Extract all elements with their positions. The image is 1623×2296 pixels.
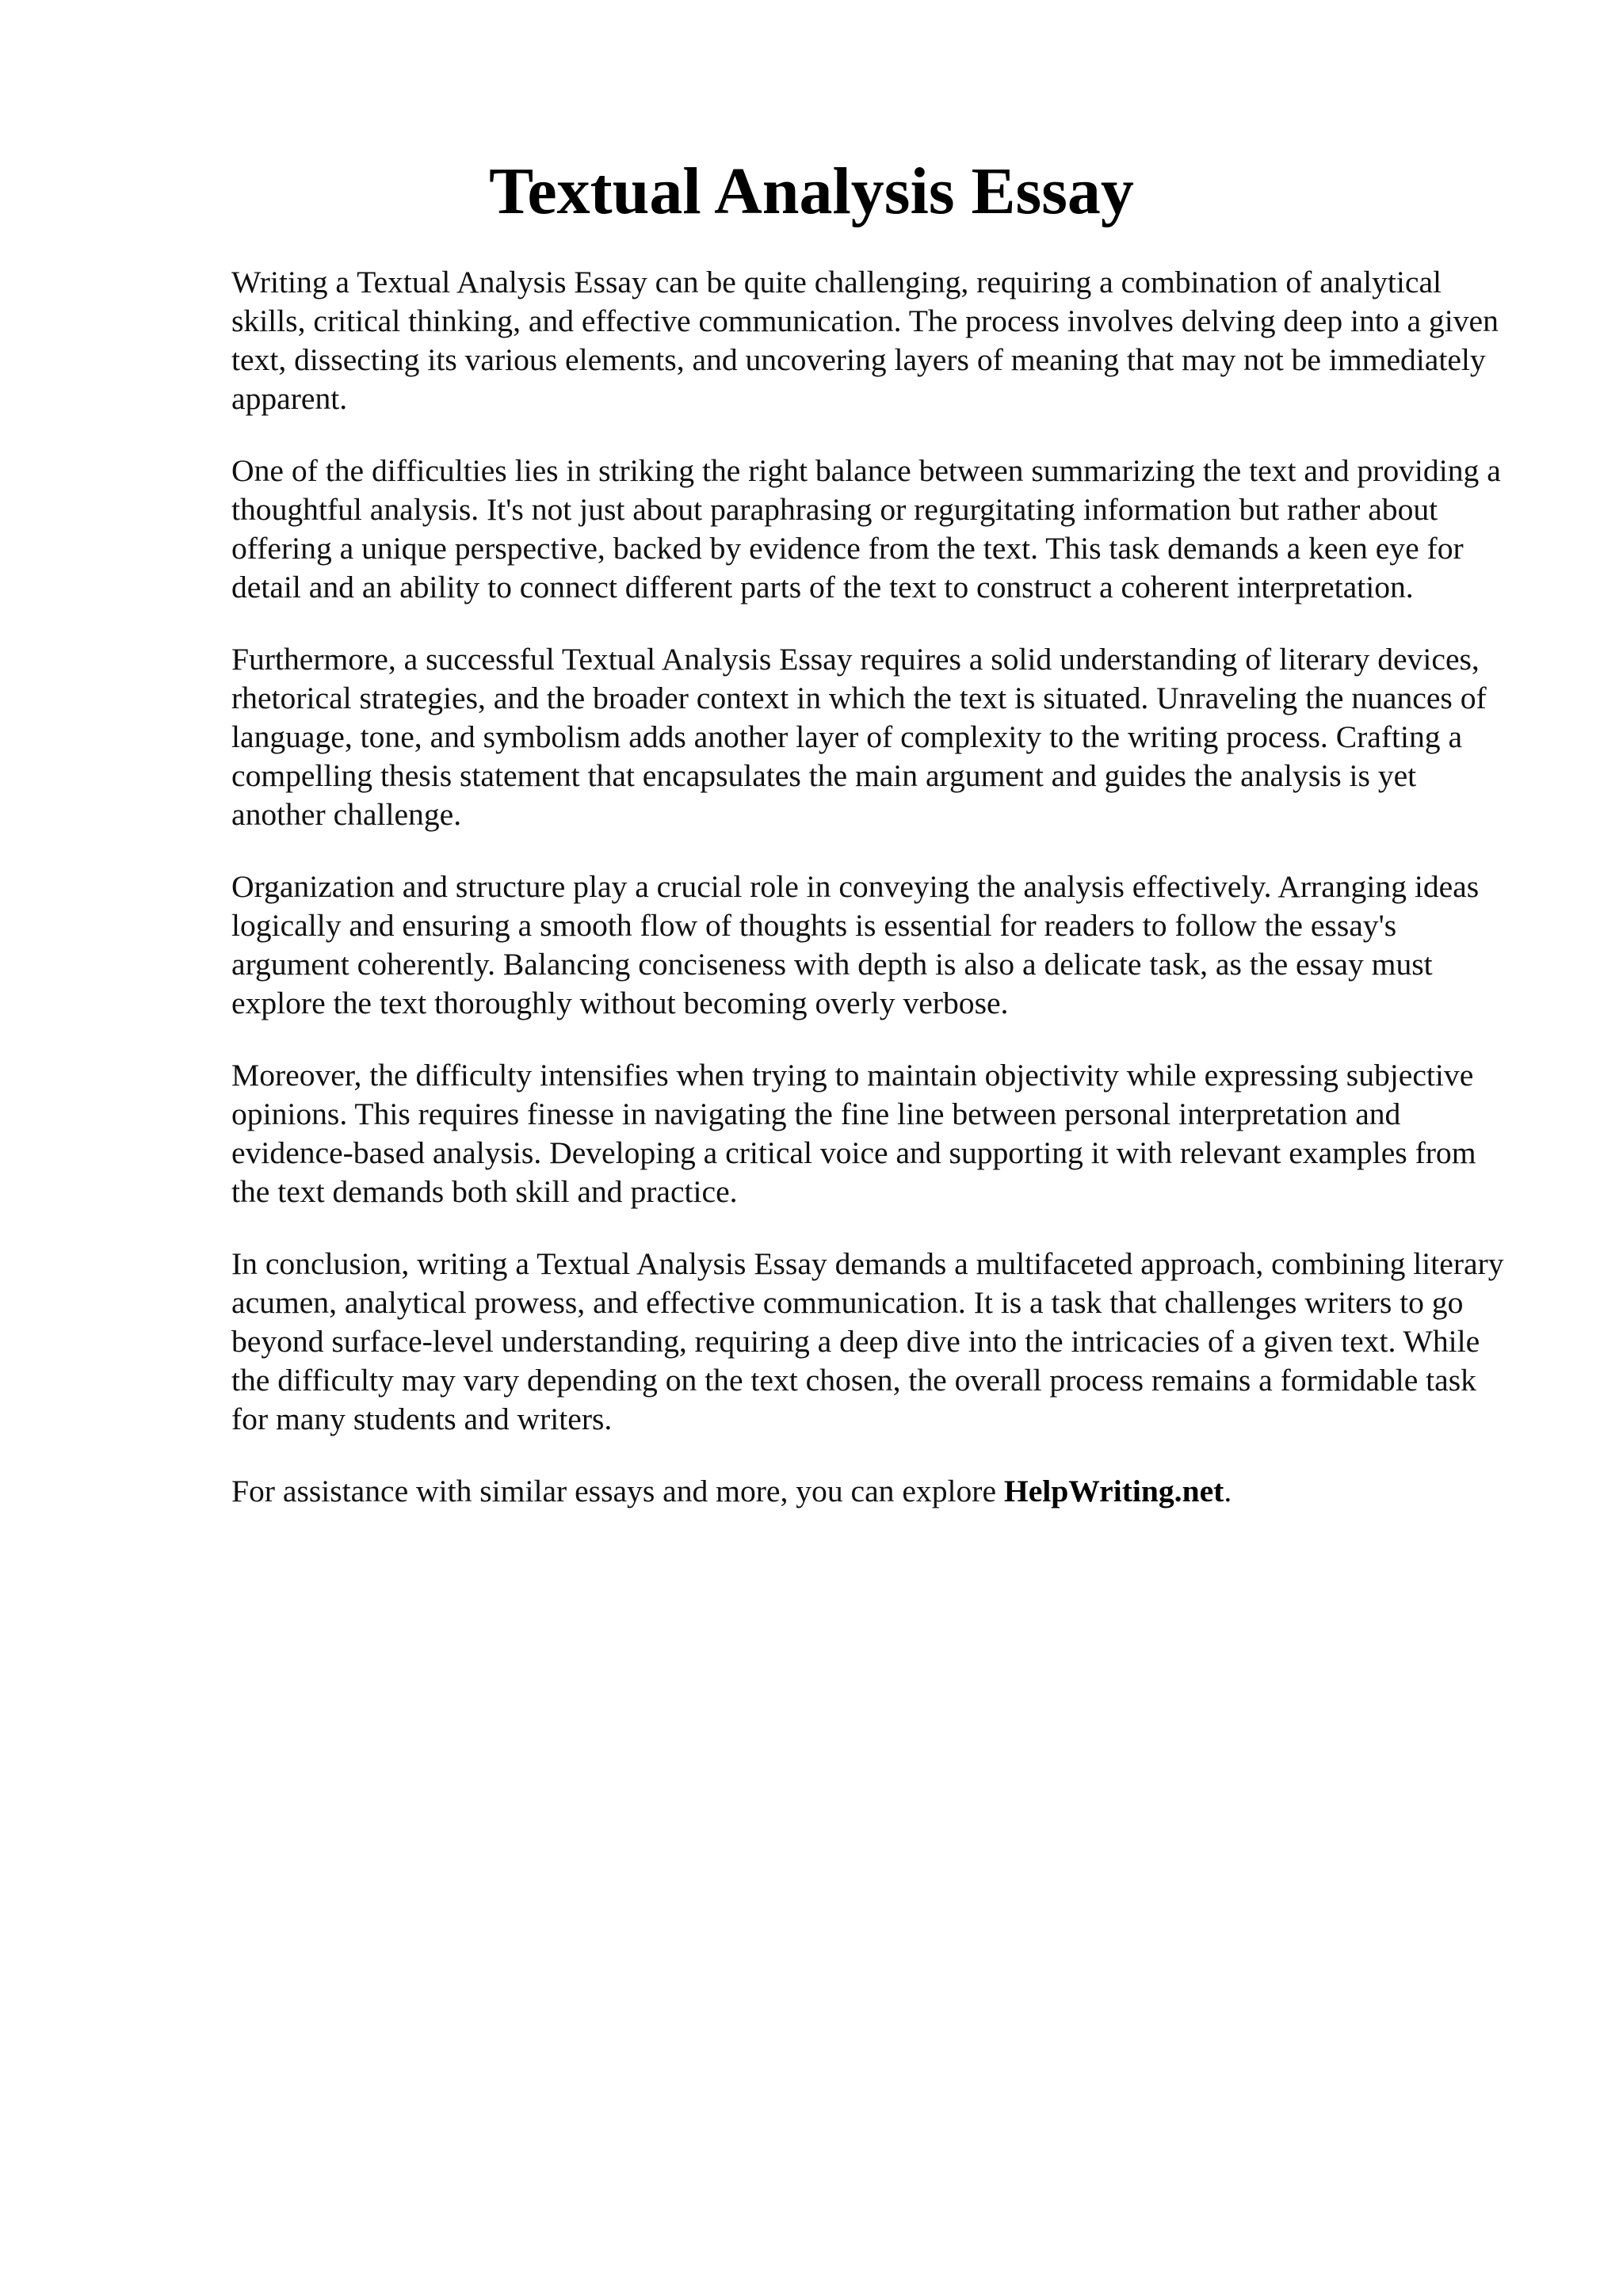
paragraph-objectivity: Moreover, the difficulty intensifies when trying to maintain objectivity while expressing subjective opinions. This requires finesse in navigating the fine line between personal interpretation and evidence-based analysis. Developing a critical voice and supporting it with relevant examples from the text demands both skill and practice. <box>231 1058 1476 1209</box>
helpwriting-link[interactable]: HelpWriting.net <box>1003 1474 1224 1508</box>
paragraph-conclusion: In conclusion, writing a Textual Analysis Essay demands a multifaceted approach, combining literary acumen, analytical prowess, and effective communication. It is a task that challenges writers to go beyond surface-level understanding, requiring a deep dive into the intricacies of a given text. While the difficulty may vary depending on the text chosen, the overall process remains a formidable task for many students and writers. <box>231 1246 1504 1436</box>
essay-body <box>231 263 1515 1544</box>
closing-prefix: For assistance with similar essays and more, you can explore <box>231 1474 1004 1508</box>
paragraph-balance: One of the difficulties lies in striking the right balance between summarizing the text and providing a thoughtful analysis. It's not just about paraphrasing or regurgitating information but rather about offering a unique perspective, backed by evidence from the text. This task demands a keen eye for detail and an ability to connect different parts of the text to construct a coherent interpretation. <box>231 453 1501 605</box>
paragraph-organization: Organization and structure play a crucial role in conveying the analysis effectively. Arranging ideas logically and ensuring a smooth flow of thoughts is essential for readers to follow the essay's argument coherently. Balancing conciseness with depth is also a delicate task, as the essay must explore the text thoroughly without becoming overly verbose. <box>231 869 1480 1020</box>
closing-suffix: . <box>1224 1474 1232 1508</box>
closing-line <box>231 1472 1515 1511</box>
paragraph-intro: Writing a Textual Analysis Essay can be quite challenging, requiring a combination of analytical skills, critical thinking, and effective communication. The process involves delving deep into a given text, dissecting its various elements, and uncovering layers of meaning that may not be immediately apparent. <box>231 265 1499 416</box>
page-title: Textual Analysis Essay <box>489 154 1134 228</box>
paragraph-understanding: Furthermore, a successful Textual Analysis Essay requires a solid understanding of literary devices, rhetorical strategies, and the broader context in which the text is situated. Unraveling the nuances of language, tone, and symbolism adds another layer of complexity to the writing process. Crafting a compelling thesis statement that encapsulates the main argument and guides the analysis is yet another challenge. <box>231 642 1487 832</box>
